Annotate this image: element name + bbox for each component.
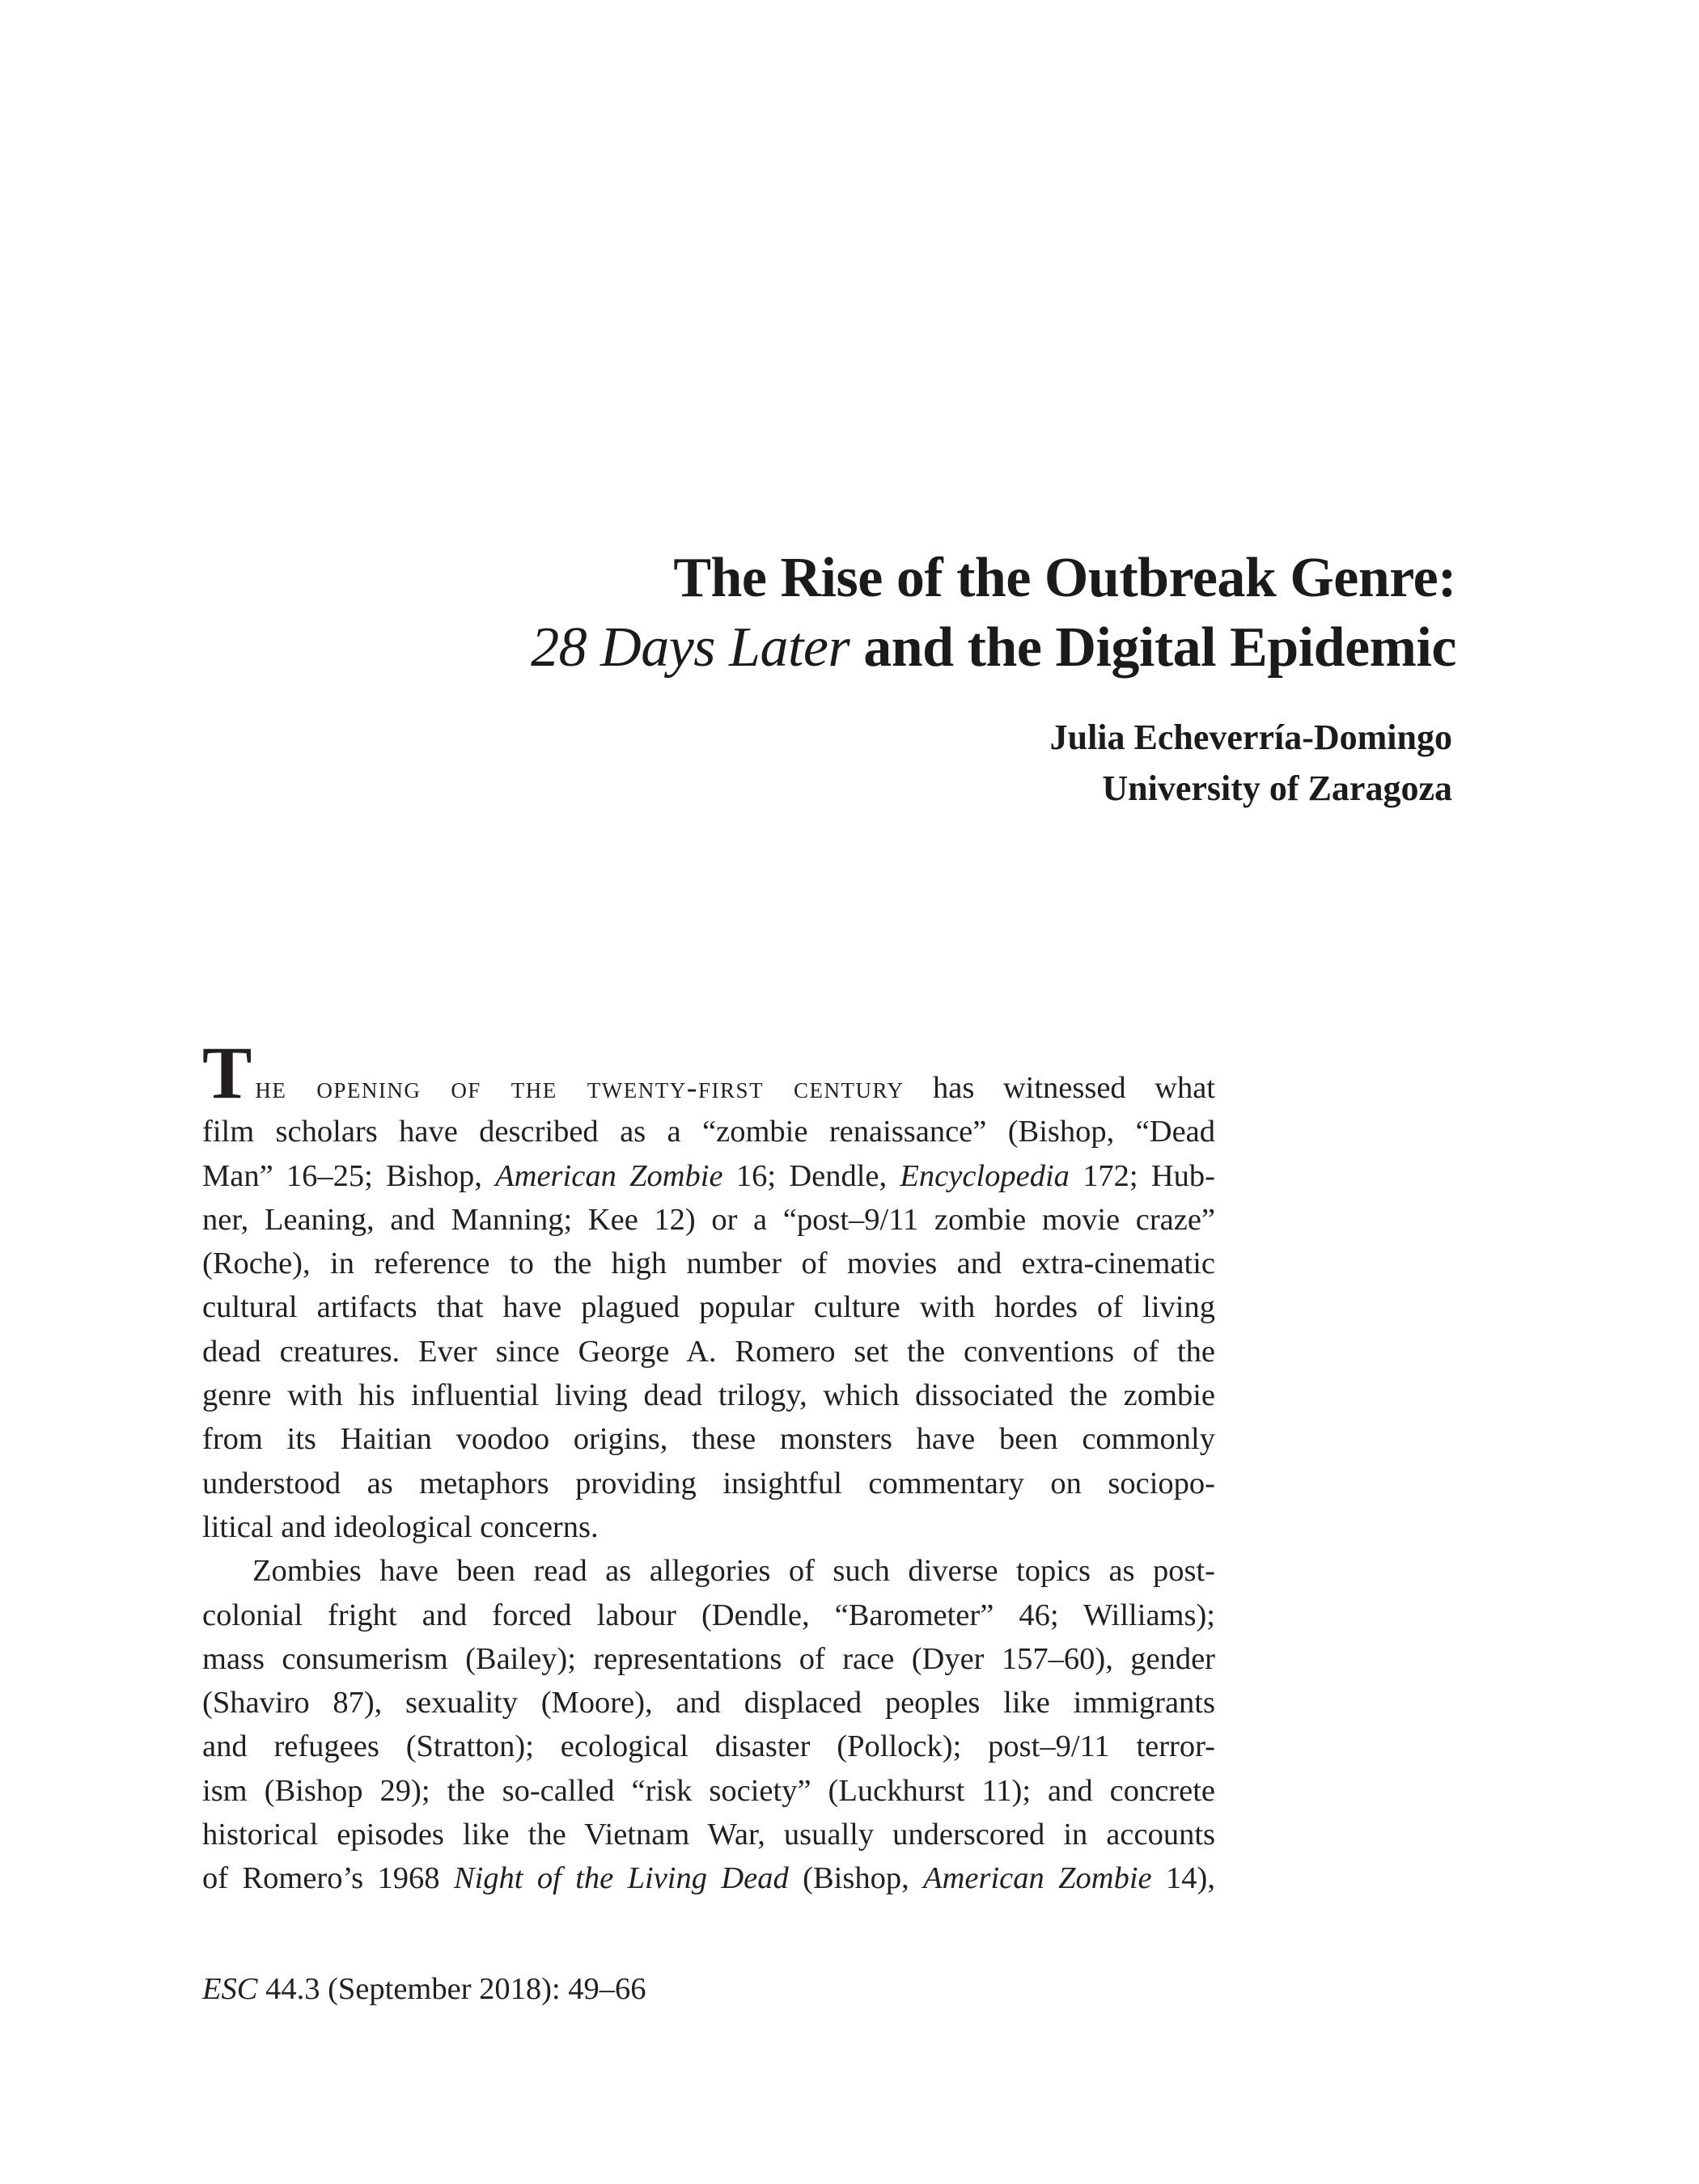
body-line: [202, 1154, 1215, 1198]
body-line: [202, 1681, 1215, 1725]
journal-abbreviation: ESC: [202, 1972, 258, 2006]
author-name: Julia Echeverría-Domingo: [1049, 717, 1452, 757]
italic-title-reference: Night of the Living Dead: [453, 1861, 789, 1896]
text-segment: from its Haitian voodoo origins, these monsters have been commonly: [202, 1422, 1215, 1457]
body-line: [202, 1198, 1215, 1242]
body-line: [202, 1637, 1215, 1681]
author-affiliation: University of Zaragoza: [1102, 768, 1452, 808]
italic-title-reference: Encyclopedia: [900, 1158, 1070, 1193]
body-line: [202, 1417, 1215, 1461]
article-title: [531, 544, 1456, 683]
small-caps-opening: he opening of the twenty-first century: [255, 1071, 905, 1105]
text-segment: 14),: [1151, 1861, 1215, 1896]
body-line: [202, 1725, 1215, 1768]
text-segment: cultural artifacts that have plagued popular culture with hordes of living: [202, 1290, 1215, 1325]
title-line-2: [531, 613, 1456, 683]
journal-citation-footer: [202, 1967, 646, 2011]
text-segment: and refugees (Stratton); ecological disaster (Pollock); post–9/11 terror-: [202, 1729, 1215, 1764]
text-segment: ism (Bishop 29); the so-called “risk society” (Luckhurst 11); and concrete: [202, 1773, 1215, 1808]
text-segment: (Bishop,: [788, 1861, 924, 1896]
text-segment: (Shaviro 87), sexuality (Moore), and displaced peoples like immigrants: [202, 1686, 1215, 1721]
text-segment: understood as metaphors providing insightful commentary on sociopo-: [202, 1466, 1215, 1500]
byline: [1050, 712, 1452, 814]
text-segment: colonial fright and forced labour (Dendle, “Barometer” 46; Williams);: [202, 1598, 1215, 1632]
body-line: [202, 1462, 1215, 1505]
text-segment: litical and ideological concerns.: [202, 1509, 599, 1544]
text-segment: historical episodes like the Vietnam War, usually underscored in accounts: [202, 1818, 1215, 1852]
text-segment: mass consumerism (Bailey); representations of race (Dyer 157–60), gender: [202, 1641, 1215, 1676]
text-segment: film scholars have described as a “zombie renaissance” (Bishop, “Dead: [202, 1115, 1215, 1149]
body-line: [202, 1031, 1215, 1114]
title-line-1: The Rise of the Outbreak Genre:: [673, 547, 1456, 609]
text-segment: of Romero’s 1968: [202, 1861, 454, 1896]
drop-cap: T: [202, 1031, 252, 1114]
body-line: [202, 1110, 1215, 1153]
text-segment: (Roche), in reference to the high number of movies and extra-cinematic: [202, 1246, 1215, 1281]
text-segment: genre with his influential living dead trilogy, which dissociated the zombie: [202, 1378, 1215, 1413]
body-line: [202, 1330, 1215, 1373]
text-segment: 172; Hub-: [1069, 1158, 1216, 1193]
article-body: [202, 1031, 1216, 1901]
issue-citation: 44.3 (September 2018): 49–66: [257, 1972, 646, 2006]
text-segment: Zombies have been read as allegories of such diverse topics as post-: [252, 1554, 1215, 1589]
body-line: [202, 1594, 1215, 1637]
body-line: [202, 1373, 1215, 1417]
body-line: [202, 1769, 1215, 1813]
body-line: [202, 1549, 1215, 1593]
body-line: [202, 1813, 1215, 1856]
italic-title-reference: American Zombie: [495, 1158, 723, 1193]
text-segment: dead creatures. Ever since George A. Romero set the conventions of the: [202, 1334, 1215, 1369]
text-segment: Man” 16–25; Bishop,: [202, 1158, 496, 1193]
italic-title-reference: American Zombie: [923, 1861, 1152, 1896]
text-segment: 16; Dendle,: [722, 1158, 900, 1193]
body-line: [202, 1856, 1215, 1900]
body-line: [202, 1242, 1215, 1285]
body-line: [202, 1505, 1215, 1549]
title-line-2-rest: and the Digital Epidemic: [850, 616, 1456, 679]
text-segment: has witnessed what: [904, 1071, 1215, 1105]
body-line: [202, 1285, 1215, 1329]
film-title: 28 Days Later: [531, 616, 850, 679]
text-segment: ner, Leaning, and Manning; Kee 12) or a “post–9/11 zombie movie craze”: [202, 1202, 1215, 1237]
